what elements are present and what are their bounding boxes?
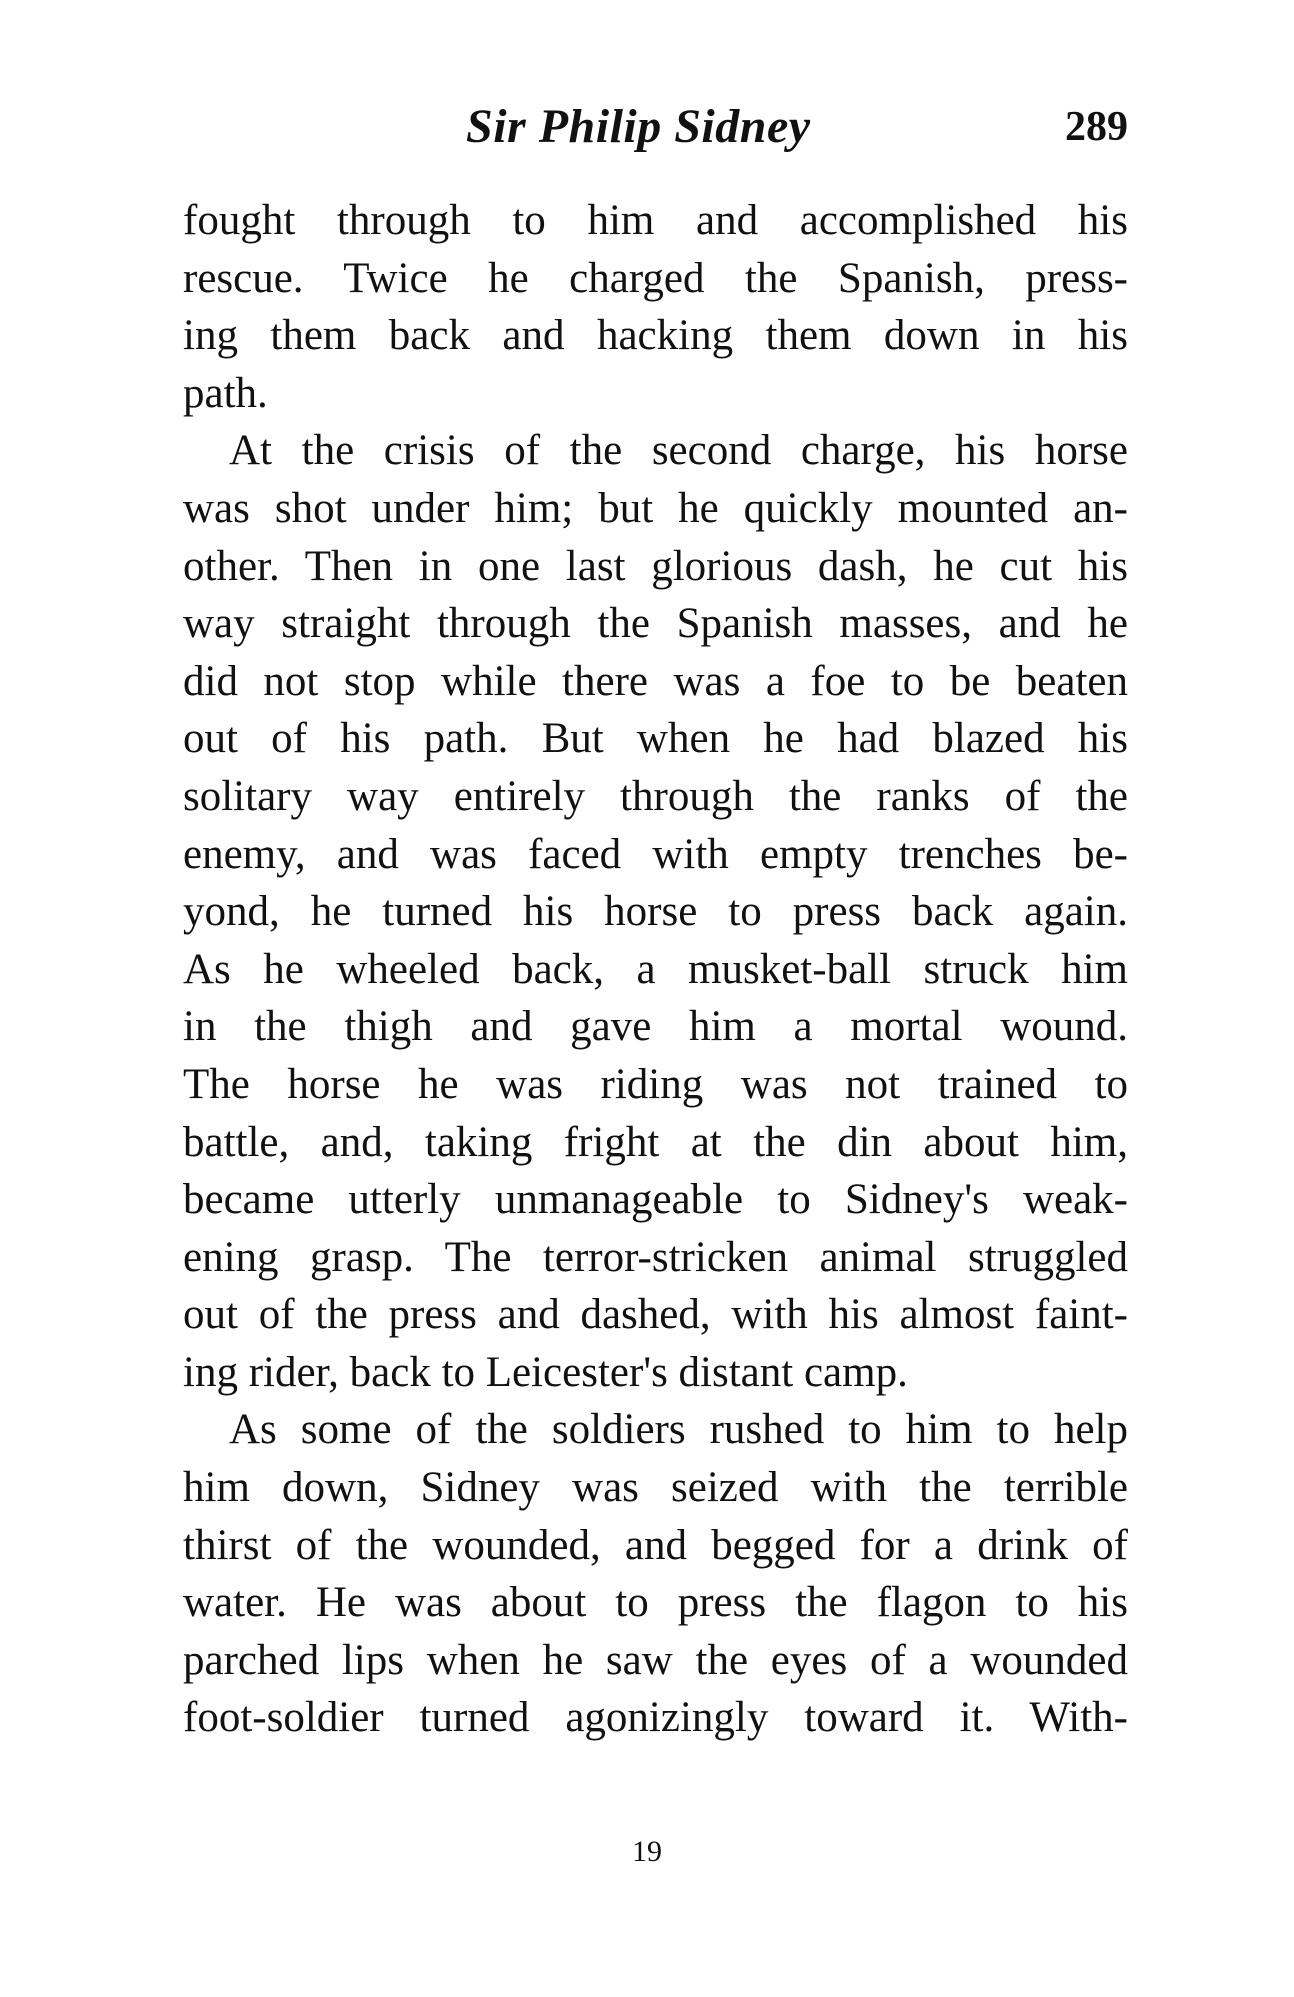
text-line: other. Then in one last glorious dash, he cut his (183, 542, 1128, 590)
text-line: As some of the soldiers rushed to him to help (229, 1406, 1128, 1454)
text-line: foot-soldier turned agonizingly toward it. With- (183, 1694, 1128, 1742)
text-line: him down, Sidney was seized with the terrible (183, 1464, 1128, 1512)
text-line: way straight through the Spanish masses, and he (183, 600, 1128, 648)
text-line: was shot under him; but he quickly mounted an- (183, 484, 1128, 532)
text-line: in the thigh and gave him a mortal wound. (183, 1003, 1128, 1051)
text-line: yond, he turned his horse to press back again. (183, 888, 1128, 936)
text-line: parched lips when he saw the eyes of a wounded (183, 1636, 1128, 1684)
signature-mark: 19 (632, 1835, 662, 1868)
text-line: out of his path. But when he had blazed his (183, 715, 1128, 763)
text-line: solitary way entirely through the ranks of the (183, 772, 1128, 820)
text-line: became utterly unmanageable to Sidney's weak- (183, 1176, 1128, 1224)
text-line: ing them back and hacking them down in his (183, 312, 1128, 360)
text-line: ing rider, back to Leicester's distant camp. (183, 1348, 908, 1396)
page-number: 289 (1065, 104, 1128, 150)
text-line: ening grasp. The terror-stricken animal struggled (183, 1233, 1128, 1281)
page-header (183, 92, 1128, 162)
text-line: battle, and, taking fright at the din about him, (183, 1118, 1128, 1166)
text-line: As he wheeled back, a musket-ball struck him (183, 945, 1128, 993)
text-line: path. (183, 369, 268, 417)
text-line: The horse he was riding was not trained to (183, 1060, 1128, 1108)
text-line: fought through to him and accomplished his (183, 197, 1128, 244)
text-line: out of the press and dashed, with his almost faint- (183, 1291, 1128, 1339)
text-line: enemy, and was faced with empty trenches be- (183, 830, 1128, 878)
text-line: At the crisis of the second charge, his horse (229, 427, 1128, 475)
text-line: did not stop while there was a foe to be beaten (183, 657, 1128, 705)
running-title: Sir Philip Sidney (466, 100, 811, 153)
body-text (183, 192, 1128, 1747)
text-line: thirst of the wounded, and begged for a drink of (183, 1521, 1128, 1569)
text-line: rescue. Twice he charged the Spanish, press- (183, 254, 1128, 302)
text-line: water. He was about to press the flagon to his (183, 1579, 1128, 1627)
